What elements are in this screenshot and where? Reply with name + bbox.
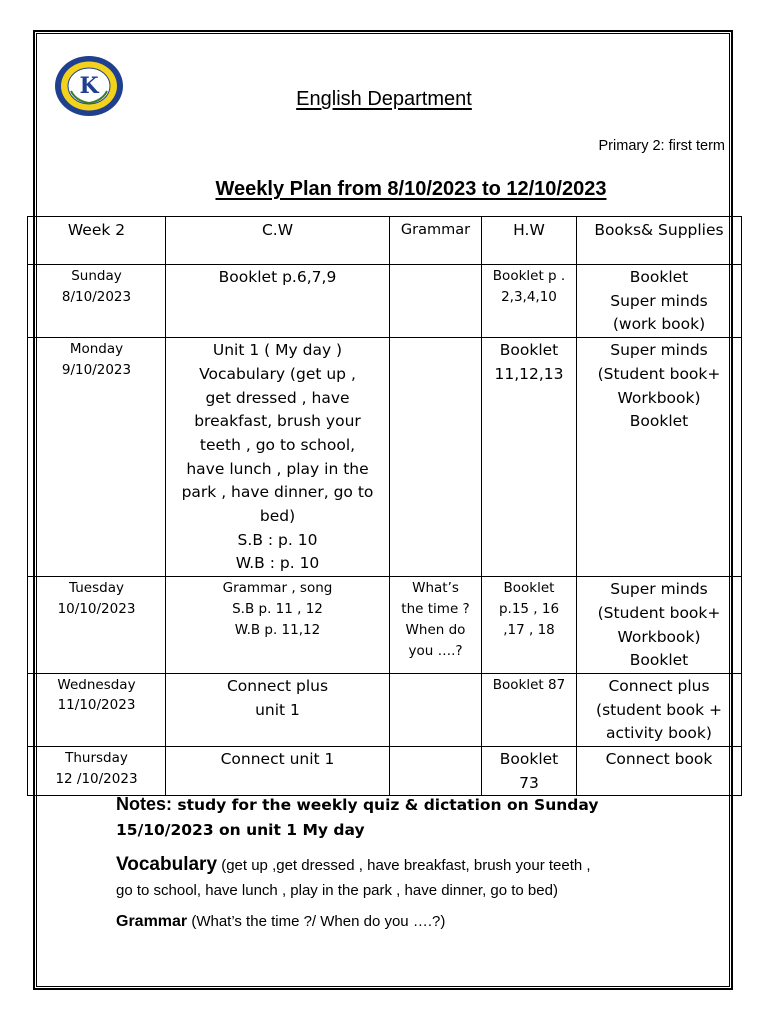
cw-cell-line: breakfast, brush your — [194, 412, 361, 431]
vocabulary-label: Vocabulary — [116, 854, 218, 875]
cw-cell-line: Connect unit 1 — [220, 750, 335, 769]
cw-cell-line: S.B : p. 10 — [237, 530, 318, 549]
logo-letter: K — [79, 73, 99, 99]
hw-cell — [482, 747, 577, 796]
table-row — [28, 673, 742, 746]
notes-label: Notes: — [116, 794, 173, 814]
books-cell-line: (Student book+ — [597, 603, 721, 622]
hw-cell — [482, 265, 577, 338]
grammar-cell — [390, 338, 482, 577]
table-row — [28, 338, 742, 577]
cw-cell — [166, 577, 390, 674]
cw-cell-line: Vocabulary (get up , — [199, 364, 356, 383]
hw-cell-line: 73 — [519, 773, 539, 792]
weekly-plan-table — [27, 216, 742, 796]
books-cell-line: Super minds — [610, 291, 708, 310]
cw-cell-line: park , have dinner, go to — [181, 483, 374, 502]
grammar-cell — [390, 673, 482, 746]
books-cell-line: activity book) — [606, 724, 712, 743]
books-cell — [577, 577, 742, 674]
cw-cell-line: teeth , go to school, — [199, 435, 356, 454]
day-cell — [28, 747, 166, 796]
day-cell-line: Wednesday — [57, 676, 136, 693]
books-cell — [577, 338, 742, 577]
cw-cell-line: have lunch , play in the — [186, 459, 369, 478]
books-cell-line: Booklet — [629, 651, 689, 670]
table-row — [28, 577, 742, 674]
hw-cell-line: p.15 , 16 — [498, 601, 560, 618]
vocabulary-note — [116, 852, 676, 903]
grammar-label: Grammar — [116, 913, 188, 930]
grammar-cell-line: you ….? — [408, 643, 463, 660]
table-row — [28, 265, 742, 338]
books-cell-line: Connect plus — [608, 676, 710, 695]
books-cell-line: Booklet — [629, 412, 689, 431]
cw-cell — [166, 673, 390, 746]
term-label: Primary 2: first term — [598, 138, 725, 154]
table-row — [28, 747, 742, 796]
day-cell-line: Thursday — [65, 750, 128, 767]
hw-cell-line: 11,12,13 — [494, 364, 564, 383]
vocabulary-text-1: (get up ,get dressed , have breakfast, brush your teeth , — [221, 857, 591, 874]
cw-cell-line: bed) — [259, 507, 296, 526]
header-books: Books& Supplies — [577, 217, 742, 265]
cw-cell-line: Unit 1 ( My day ) — [212, 341, 343, 360]
header-grammar: Grammar — [390, 217, 482, 265]
hw-cell-line: Booklet — [499, 750, 559, 769]
day-cell-line: 12 /10/2023 — [55, 770, 138, 787]
header-cw: C.W — [166, 217, 390, 265]
books-cell-line: (Student book+ — [597, 364, 721, 383]
hw-cell-line: Booklet — [499, 341, 559, 360]
grammar-note — [116, 913, 445, 931]
cw-cell-line: S.B p. 11 , 12 — [232, 601, 323, 618]
hw-cell — [482, 338, 577, 577]
day-cell-line: Monday — [69, 341, 124, 358]
day-cell-line: 10/10/2023 — [57, 600, 136, 617]
cw-cell — [166, 265, 390, 338]
cw-cell-line: get dressed , have — [205, 388, 350, 407]
cw-cell-line: W.B p. 11,12 — [234, 622, 321, 639]
grammar-cell — [390, 265, 482, 338]
cw-cell-line: Booklet p.6,7,9 — [218, 268, 337, 286]
hw-cell-line: Booklet — [503, 580, 555, 597]
header-hw: H.W — [482, 217, 577, 265]
table-header-row — [28, 217, 742, 265]
grammar-cell — [390, 577, 482, 674]
hw-cell — [482, 673, 577, 746]
books-cell-line: Super minds — [610, 341, 708, 360]
notes-text-1: study for the weekly quiz & dictation on Sunday — [177, 796, 599, 814]
hw-cell — [482, 577, 577, 674]
hw-cell-line: ,17 , 18 — [503, 622, 555, 639]
day-cell — [28, 265, 166, 338]
books-cell — [577, 265, 742, 338]
day-cell — [28, 673, 166, 746]
books-cell-line: Super minds — [610, 580, 708, 599]
grammar-cell-line: the time ? — [401, 601, 470, 618]
notes-section — [116, 792, 716, 843]
hw-cell-line: Booklet p . — [492, 268, 566, 284]
plan-title: Weekly Plan from 8/10/2023 to 12/10/2023 — [215, 178, 607, 200]
cw-cell-line: Grammar , song — [222, 580, 333, 597]
grammar-cell-line: What’s — [412, 580, 459, 597]
hw-cell-line: Booklet 87 — [492, 676, 566, 693]
department-title: English Department — [296, 88, 472, 110]
grammar-cell — [390, 747, 482, 796]
cw-cell-line: W.B : p. 10 — [235, 554, 320, 573]
header-week: Week 2 — [28, 217, 166, 265]
cw-cell — [166, 747, 390, 796]
day-cell-line: 11/10/2023 — [57, 697, 136, 714]
books-cell-line: (work book) — [612, 315, 706, 334]
books-cell — [577, 673, 742, 746]
books-cell-line: Booklet — [629, 268, 689, 286]
cw-cell-line: unit 1 — [255, 700, 300, 719]
books-cell-line: Connect book — [605, 750, 713, 769]
books-cell-line: (student book + — [596, 700, 722, 719]
grammar-text: (What’s the time ?/ When do you ….?) — [191, 913, 446, 930]
day-cell-line: 8/10/2023 — [61, 288, 132, 305]
books-cell-line: Workbook) — [617, 627, 701, 646]
grammar-cell-line: When do — [405, 622, 466, 639]
vocabulary-text-2: go to school, have lunch , play in the park , have dinner, go to bed) — [116, 882, 558, 899]
day-cell-line: Sunday — [71, 268, 122, 284]
cw-cell-line: Connect plus — [226, 676, 329, 695]
notes-line-1 — [116, 792, 716, 818]
books-cell — [577, 747, 742, 796]
day-cell-line: 9/10/2023 — [61, 361, 132, 378]
notes-line-2: 15/10/2023 on unit 1 My day — [116, 821, 365, 839]
day-cell — [28, 577, 166, 674]
day-cell-line: Tuesday — [69, 580, 124, 597]
books-cell-line: Workbook) — [617, 388, 701, 407]
cw-cell — [166, 338, 390, 577]
hw-cell-line: 2,3,4,10 — [501, 289, 557, 305]
day-cell — [28, 338, 166, 577]
